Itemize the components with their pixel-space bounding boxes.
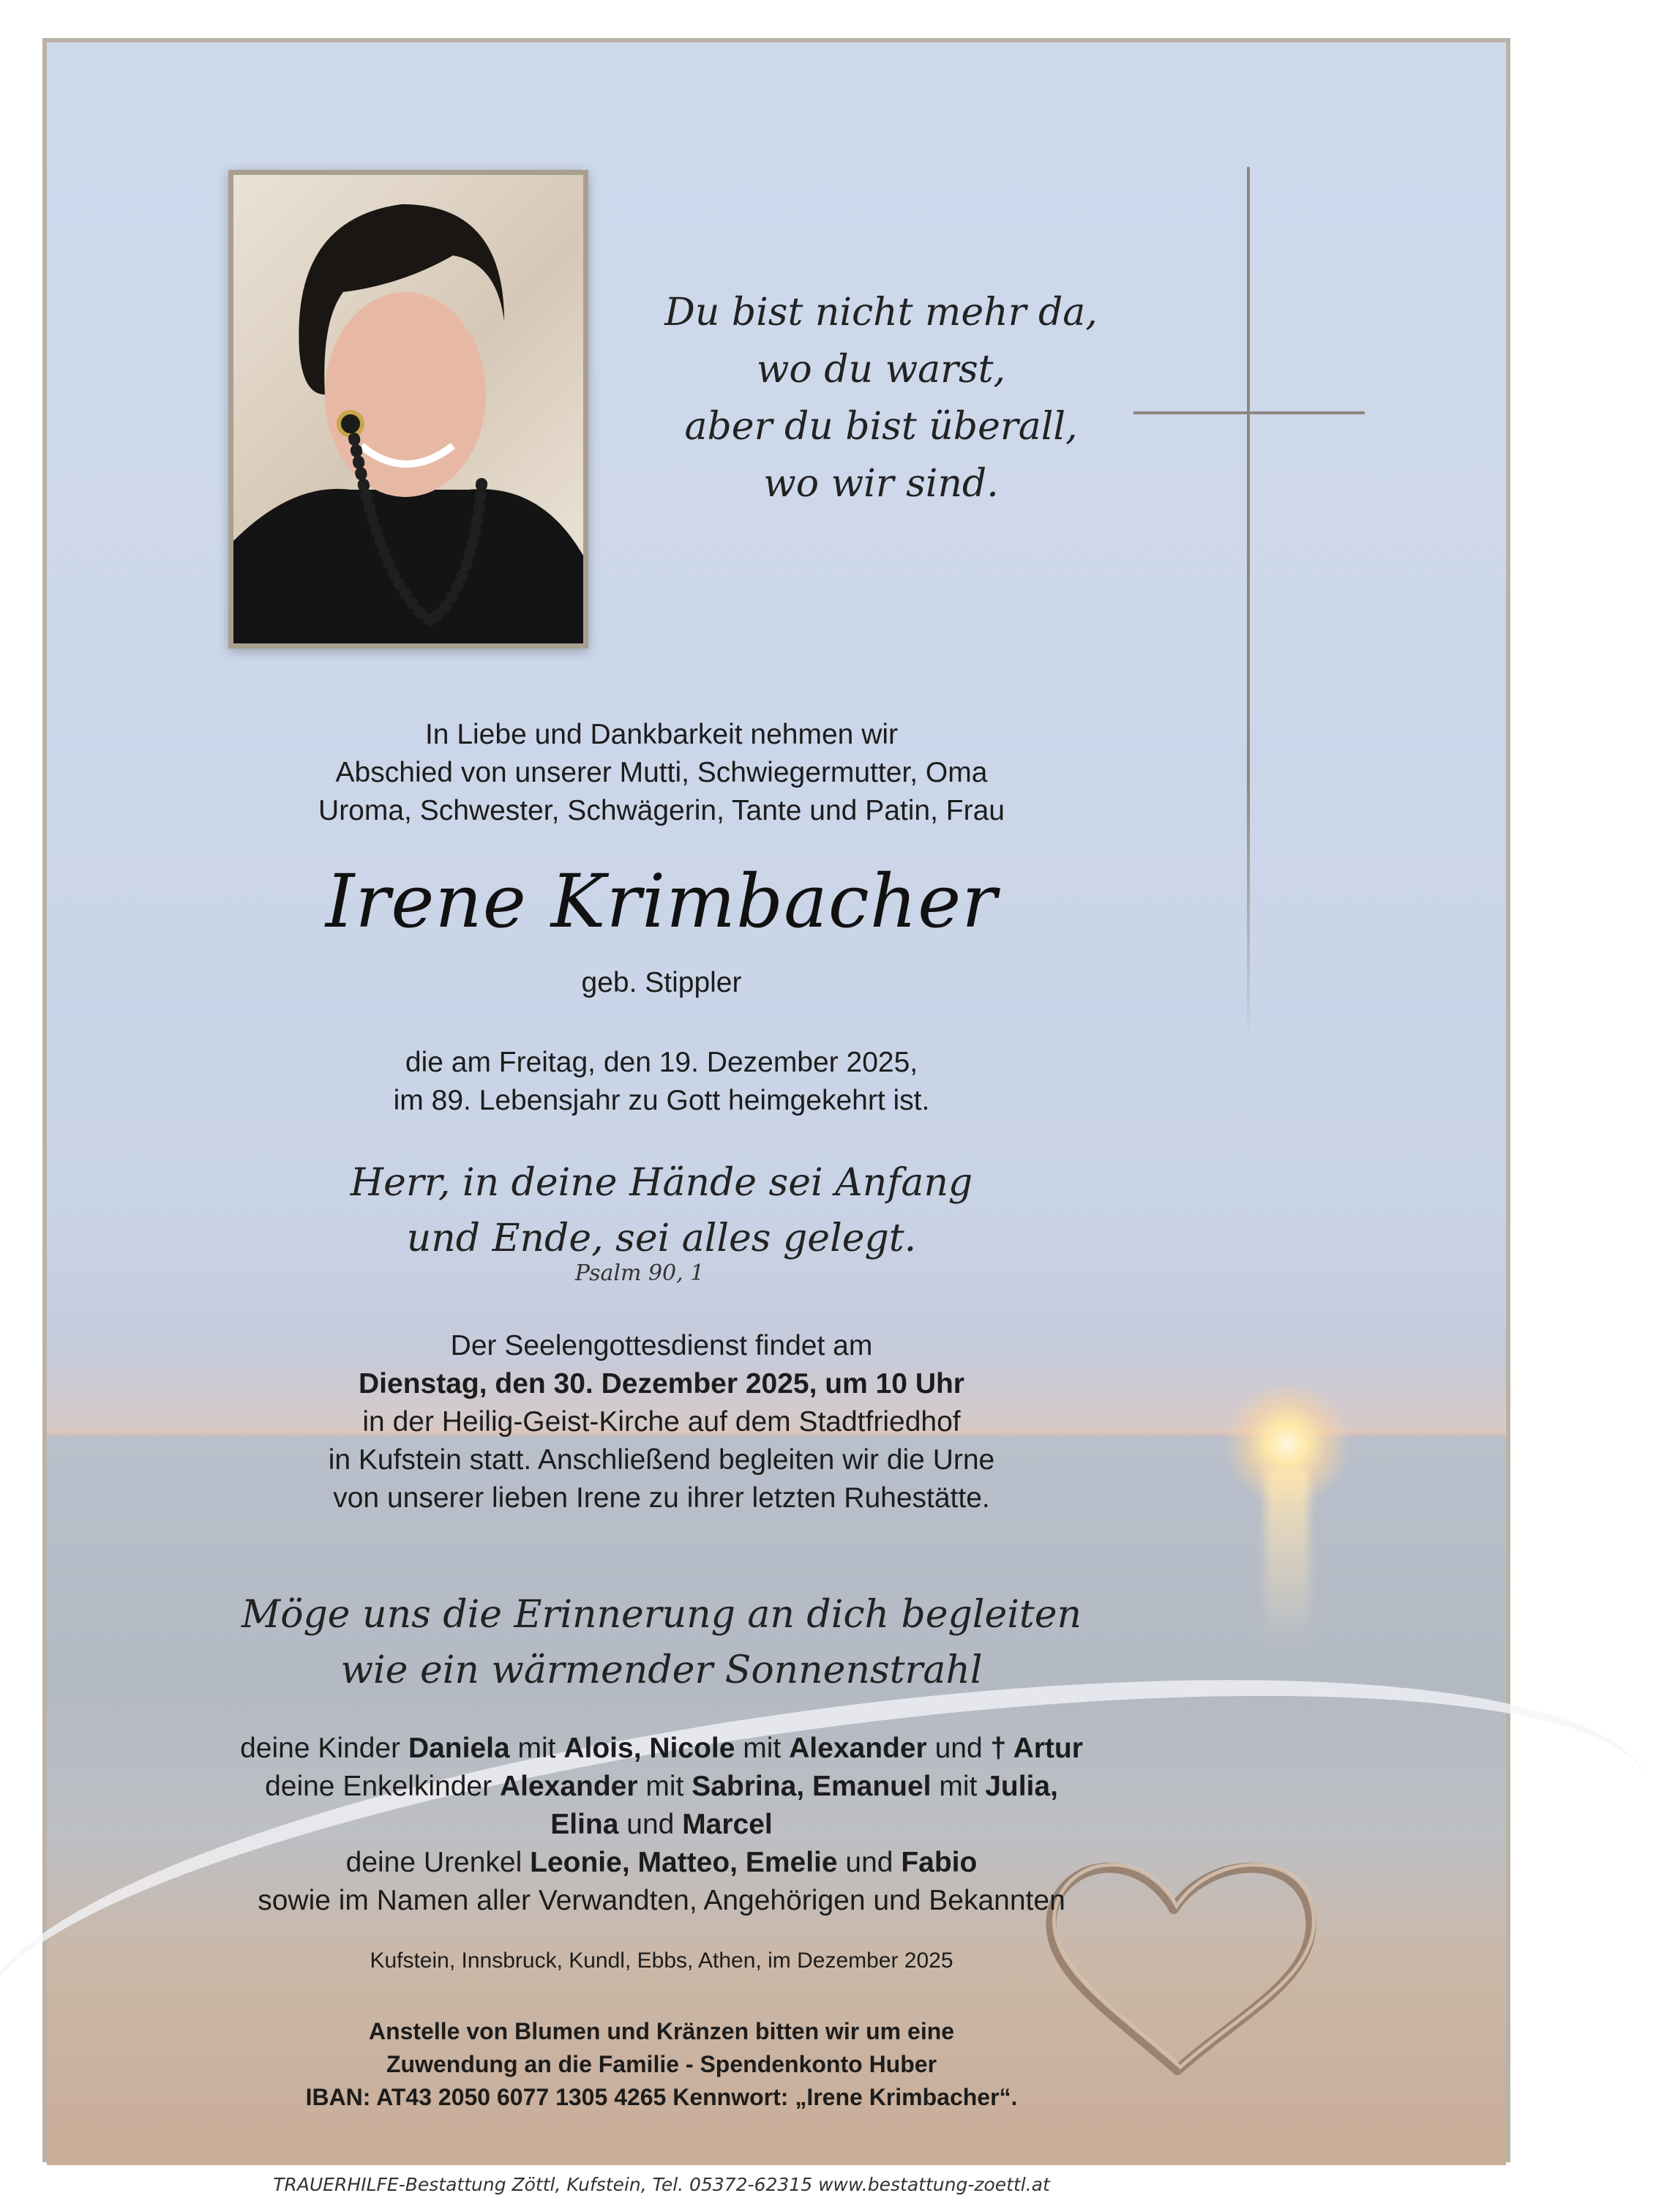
connector: mit bbox=[743, 1733, 782, 1764]
intro-line: Abschied von unserer Mutti, Schwiegermutter, Oma bbox=[335, 757, 988, 788]
person: Alexander bbox=[499, 1771, 638, 1802]
person: Fabio bbox=[901, 1847, 978, 1878]
verse-source: Psalm 90, 1 bbox=[574, 1260, 705, 1286]
memory-line: Möge uns die Erinnerung an dich begleiten bbox=[241, 1593, 1082, 1637]
death-notice bbox=[113, 1044, 1210, 1120]
connector: mit bbox=[517, 1733, 556, 1764]
donation-request bbox=[113, 2015, 1210, 2114]
cross-vertical bbox=[1247, 167, 1250, 1045]
service-line-bold bbox=[113, 1365, 1210, 1403]
verse-line: Herr, in deine Hände sei Anfang bbox=[350, 1161, 973, 1205]
deceased-name: Irene Krimbacher bbox=[325, 859, 998, 944]
grandchildren-line bbox=[113, 1768, 1210, 1806]
sun-reflection bbox=[1265, 1470, 1309, 1645]
death-line: die am Freitag, den 19. Dezember 2025, bbox=[405, 1047, 918, 1078]
person: Marcel bbox=[682, 1809, 773, 1840]
mourners-list bbox=[113, 1730, 1210, 1920]
connector: mit bbox=[939, 1771, 978, 1802]
places-date: Kufstein, Innsbruck, Kundl, Ebbs, Athen, im Dezember 2025 bbox=[370, 1948, 953, 1973]
person: Alois, bbox=[563, 1733, 642, 1764]
opening-quote bbox=[647, 284, 1115, 512]
obituary-card bbox=[42, 38, 1510, 2195]
service-line: von unserer lieben Irene zu ihrer letzten Ruhestätte. bbox=[333, 1482, 990, 1514]
death-line: im 89. Lebensjahr zu Gott heimgekehrt ist. bbox=[393, 1085, 930, 1116]
cross-horizontal bbox=[1133, 411, 1365, 414]
person: Daniela bbox=[408, 1733, 510, 1764]
service-line: in Kufstein statt. Anschließend begleiten wir die Urne bbox=[328, 1444, 995, 1476]
grandchildren-line-2 bbox=[113, 1806, 1210, 1844]
intro-line: Uroma, Schwester, Schwägerin, Tante und Patin, Frau bbox=[318, 795, 1005, 826]
service-line: in der Heilig-Geist-Kirche auf dem Stadtfriedhof bbox=[362, 1406, 961, 1438]
portrait-photo bbox=[228, 170, 588, 649]
person: Nicole bbox=[649, 1733, 735, 1764]
donation-line: Anstelle von Blumen und Kränzen bitten wir um eine bbox=[368, 2018, 955, 2044]
maiden-name: geb. Stippler bbox=[581, 967, 742, 998]
person: † Artur bbox=[990, 1733, 1083, 1764]
connector: und bbox=[934, 1733, 983, 1764]
label: deine Enkelkinder bbox=[265, 1771, 492, 1802]
label: deine Urenkel bbox=[345, 1847, 522, 1878]
portrait-image bbox=[233, 175, 583, 643]
bible-verse bbox=[113, 1155, 1210, 1266]
person: Julia, bbox=[985, 1771, 1058, 1802]
quote-line: aber du bist überall, bbox=[684, 405, 1078, 449]
donation-line: Zuwendung an die Familie - Spendenkonto Huber bbox=[386, 2051, 937, 2077]
service-date: Dienstag, den 30. Dezember 2025, um 10 Uhr bbox=[359, 1368, 964, 1400]
quote-line: wo wir sind. bbox=[763, 462, 999, 506]
service-info bbox=[113, 1327, 1210, 1517]
quote-line: Du bist nicht mehr da, bbox=[664, 291, 1098, 335]
funeral-home-footer: TRAUERHILFE-Bestattung Zöttl, Kufstein, Tel. 05372-62315 www.bestattung-zoettl.at bbox=[273, 2174, 1050, 2195]
donation-line: IBAN: AT43 2050 6077 1305 4265 Kennwort: „Irene Krimbacher“. bbox=[305, 2084, 1018, 2110]
memory-line: wie ein wärmender Sonnenstrahl bbox=[340, 1648, 983, 1692]
label: deine Kinder bbox=[240, 1733, 401, 1764]
intro-text bbox=[113, 716, 1210, 830]
person: Elina bbox=[550, 1809, 619, 1840]
great-grandchildren-line bbox=[113, 1844, 1210, 1882]
quote-line: wo du warst, bbox=[756, 348, 1006, 392]
person: Alexander bbox=[789, 1733, 927, 1764]
intro-line: In Liebe und Dankbarkeit nehmen wir bbox=[424, 719, 899, 750]
connector: und bbox=[845, 1847, 893, 1878]
connector: und bbox=[626, 1809, 675, 1840]
memory-quote bbox=[113, 1587, 1210, 1698]
verse-line: und Ende, sei alles gelegt. bbox=[406, 1217, 917, 1260]
children-line bbox=[113, 1730, 1210, 1768]
person: Leonie, Matteo, Emelie bbox=[530, 1847, 838, 1878]
connector: mit bbox=[645, 1771, 684, 1802]
relatives-line: sowie im Namen aller Verwandten, Angehörigen und Bekannten bbox=[258, 1885, 1065, 1916]
person: Sabrina, Emanuel bbox=[692, 1771, 932, 1802]
service-line: Der Seelengottesdienst findet am bbox=[450, 1330, 873, 1361]
